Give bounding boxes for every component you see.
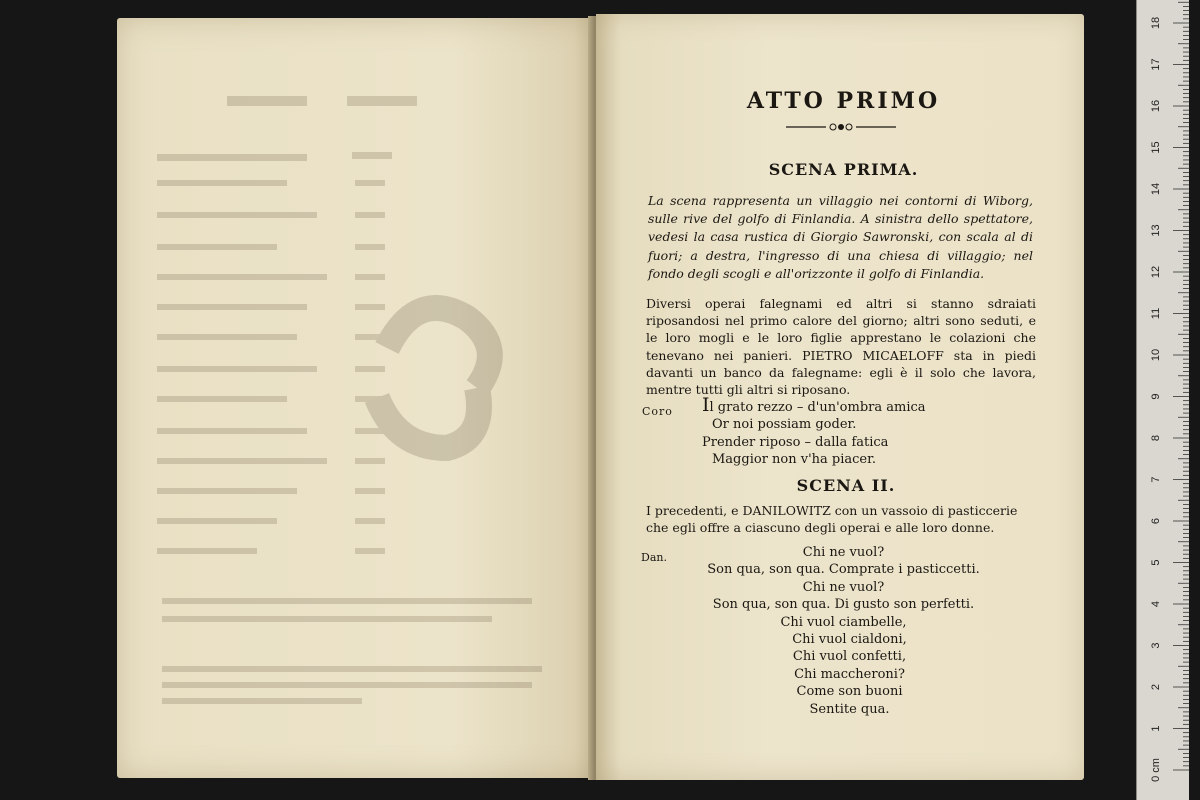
ruler-label: 18 xyxy=(1150,16,1162,30)
ruler-label: 0 cm xyxy=(1150,758,1162,782)
bleed-through-text xyxy=(117,18,594,778)
ruler-label: 2 xyxy=(1150,683,1162,691)
ruler-label: 15 xyxy=(1150,141,1162,154)
verse-line: Chi ne vuol? xyxy=(802,579,885,595)
ruler-label: 10 xyxy=(1150,348,1162,362)
ruler-label: 17 xyxy=(1150,58,1162,71)
verse-line: Chi vuol cialdoni, xyxy=(792,632,907,648)
verse-line: Sentite qua. xyxy=(809,701,890,717)
left-page xyxy=(117,18,594,778)
ruler-label: 13 xyxy=(1150,224,1162,237)
speaker-coro: Coro xyxy=(642,405,673,418)
scene-2-description: I precedenti, e DANILOWITZ con un vassoio di pasticcerie che egli offre a ciascuno degli operai e alle loro donne. xyxy=(646,503,1018,535)
scene-1-title: SCENA PRIMA. xyxy=(768,160,919,179)
ruler-label: 3 xyxy=(1150,642,1162,649)
ruler-label: 6 xyxy=(1150,517,1162,525)
verse-line: Maggior non v'ha piacer. xyxy=(712,452,877,468)
verse-line: Chi maccheroni? xyxy=(794,666,905,682)
verse-line: Chi ne vuol? xyxy=(802,545,885,560)
ruler-scale xyxy=(1137,0,1189,800)
dan-verses xyxy=(646,544,1041,718)
verse-line: Come son buoni xyxy=(796,684,903,700)
coro-verses xyxy=(702,394,962,469)
stage-directions-italic: La scena rappresenta un villaggio nei contorni di Wiborg, sulle rive del golfo di Finlandia. A sinistra dello spettatore, vedesi la casa rustica di Giorgio Sawronski, con scala al di fuori; a destra, l'ingresso di una chiesa di villaggio; nel fondo degli scogli e all'orizzonte il golfo di Finlandia. xyxy=(648,193,1033,281)
ornament-divider xyxy=(786,122,896,132)
ruler-label: 12 xyxy=(1150,265,1162,279)
verse-line: Chi vuol ciambelle, xyxy=(780,614,907,630)
ruler-label: 9 xyxy=(1150,393,1162,400)
verse-line: Chi vuol confetti, xyxy=(792,649,907,665)
verse-line: Son qua, son qua. Di gusto son perfetti. xyxy=(712,597,975,613)
measurement-ruler xyxy=(1136,0,1189,800)
verse-line: Il grato rezzo – d'un'ombra amica xyxy=(702,394,926,416)
ruler-label: 7 xyxy=(1150,476,1162,483)
verse-line: Or noi possiam goder. xyxy=(712,417,857,433)
ruler-label: 11 xyxy=(1150,307,1162,320)
ruler-label: 4 xyxy=(1150,600,1162,608)
ruler-label: 16 xyxy=(1150,99,1162,113)
right-page xyxy=(596,14,1084,780)
ruler-label: 8 xyxy=(1150,434,1162,442)
ruler-label: 5 xyxy=(1150,559,1162,566)
ruler-label: 1 xyxy=(1150,725,1162,732)
speaker-dan: Dan. xyxy=(641,551,667,564)
scene-2-title: SCENA II. xyxy=(796,476,896,495)
verse-line: Prender riposo – dalla fatica xyxy=(702,434,889,450)
drop-cap: I xyxy=(702,394,710,416)
ruler-label: 14 xyxy=(1150,182,1162,196)
stage-directions: Diversi operai falegnami ed altri si stanno sdraiati riposandosi nel primo calore del giorno; altri sono seduti, e le loro mogli e le loro figlie apprestano le colazioni che tenevano nei panieri. PIETRO MICAELOFF sta in piedi davanti un banco da falegname: egli è il solo che lavora, mentre tutti gli altri si riposano. xyxy=(646,296,1036,398)
verse-line: Son qua, son qua. Comprate i pasticcetti. xyxy=(707,562,980,578)
act-title: ATTO PRIMO xyxy=(746,88,941,114)
